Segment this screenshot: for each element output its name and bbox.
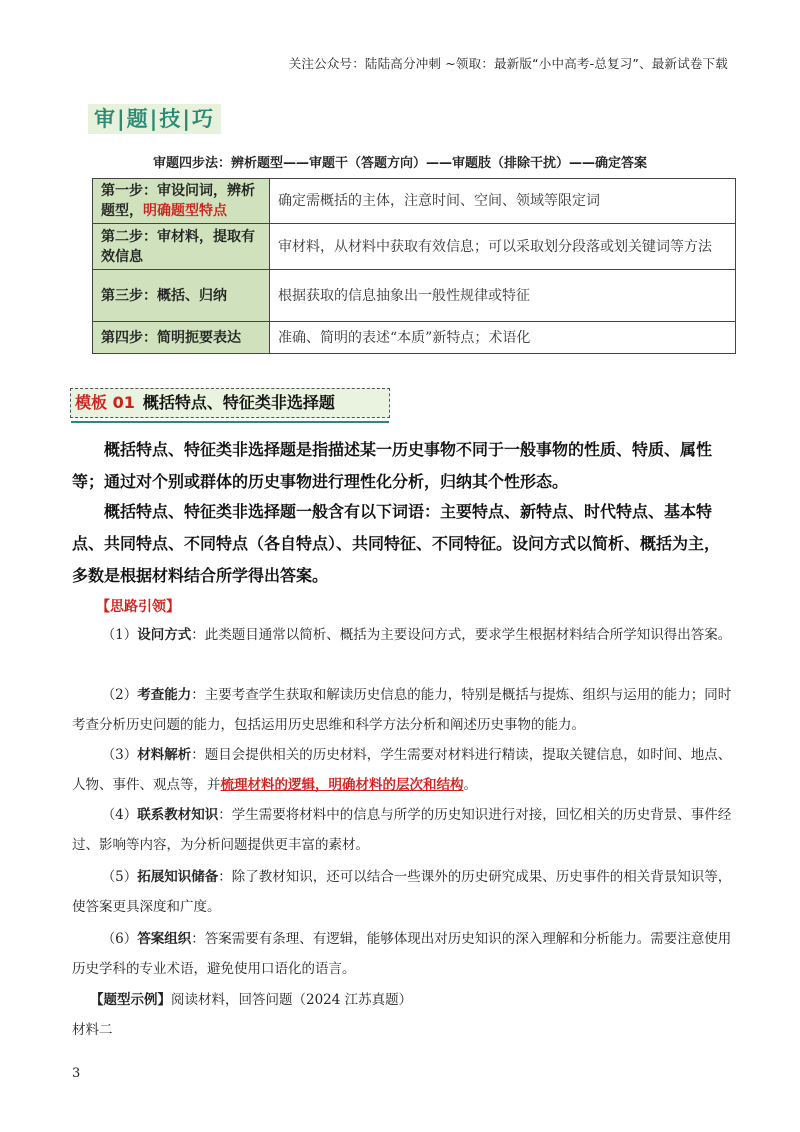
step-name: 第三步：概括、归纳 [93,270,270,322]
template-underline [71,421,389,423]
step-desc: 准确、简明的表述“本质”新特点；术语化 [270,322,736,354]
table-row [93,322,736,354]
table-row [93,270,736,322]
header-note: 关注公众号：陆陆高分冲刺 ~领取：最新版“小中高考-总复习”、最新试卷下载 [288,56,728,71]
idea-label: 【思路引领】 [96,599,180,615]
template-tag: 模板 01 [75,393,135,412]
step-name: 第一步：审设问词，辨析题型，明确题型特点 [93,179,270,224]
page-number: 3 [72,1066,81,1081]
idea-item: （1）设问方式：此类题目通常以简析、概括为主要设问方式，要求学生根据材料结合所学知识得出答案。 [101,627,732,643]
example-line: 【题型示例】阅读材料，回答问题（2024 江苏真题） [90,992,413,1008]
section-title: 审|题|技|巧 [88,104,221,134]
material-label: 材料二 [72,1022,113,1038]
table-row [93,179,736,224]
intro-paragraph-2: 概括特点、特征类非选择题一般含有以下词语：主要特点、新特点、时代特点、基本特点、共同特点、不同特点（各自特点）、共同特征、不同特征。设问方式以简析、概括为主，多数是根据材料结合所学得出答案。 [72,502,721,585]
step-desc: 审材料，从材料中获取有效信息；可以采取划分段落或划关键词等方法 [270,224,736,270]
step-name: 第四步：简明扼要表达 [93,322,270,354]
step-desc: 确定需概括的主体，注意时间、空间、领域等限定词 [270,179,736,224]
template-heading [70,388,390,418]
step-name: 第二步：审材料，提取有效信息 [93,224,270,270]
idea-item: （3）材料解析：题目会提供相关的历史材料，学生需要对材料进行精读，提取关键信息，如时间、地点、人物、事件、观点等，并梳理材料的逻辑，明确材料的层次和结构。 [72,747,732,793]
steps-title: 审题四步法：辨析题型——审题干（答题方向）——审题肢（排除干扰）——确定答案 [152,156,647,171]
idea-item: （6）答案组织：答案需要有条理、有逻辑，能够体现出对历史知识的深入理解和分析能力。需要注意使用历史学科的专业术语，避免使用口语化的语言。 [72,931,732,977]
template-name: 概括特点、特征类非选择题 [142,393,335,412]
idea-item: （5）拓展知识储备：除了教材知识，还可以结合一些课外的历史研究成果、历史事件的相关背景知识等，使答案更具深度和广度。 [72,869,732,915]
step-desc: 根据获取的信息抽象出一般性规律或特征 [270,270,736,322]
idea-item: （4）联系教材知识：学生需要将材料中的信息与所学的历史知识进行对接，回忆相关的历史背景、事件经过、影响等内容，为分析问题提供更丰富的素材。 [72,807,732,853]
intro-paragraph-1: 概括特点、特征类非选择题是指描述某一历史事物不同于一般事物的性质、特质、属性等；通过对个别或群体的历史事物进行理性化分析，归纳其个性形态。 [72,440,713,491]
steps-table [92,178,736,354]
idea-item: （2）考查能力：主要考查学生获取和解读历史信息的能力，特别是概括与提炼、组织与运用的能力；同时考查分析历史问题的能力，包括运用历史思维和科学方法分析和阐述历史事物的能力。 [72,687,732,733]
table-row [93,224,736,270]
